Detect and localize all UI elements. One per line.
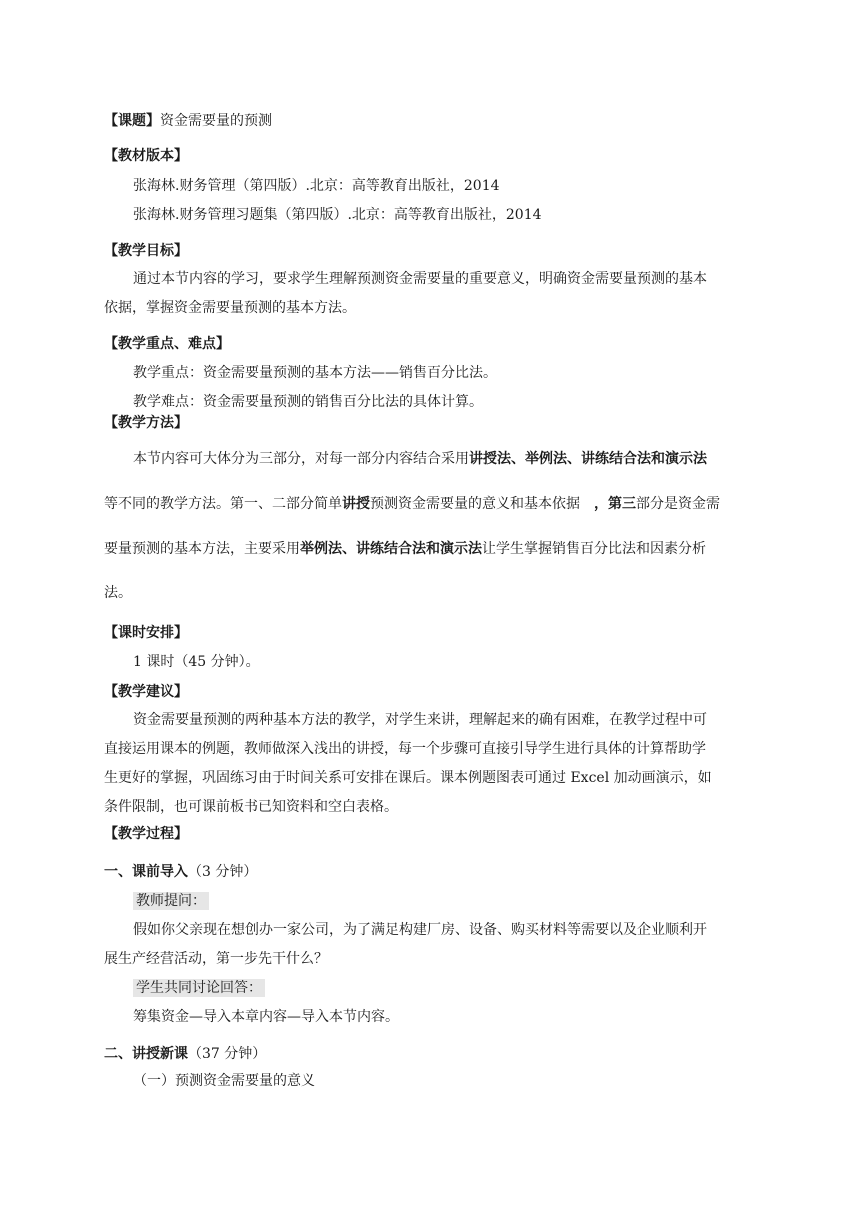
section-number: 一、 <box>104 864 132 880</box>
student-answer-label: 学生共同讨论回答： <box>133 979 265 997</box>
method-text: 让学生掌握销售百分比法和因素分析 <box>482 541 706 557</box>
method-line-1 <box>133 449 707 469</box>
question-line-1: 假如你父亲现在想创办一家公司，为了满足构建厂房、设备、购买材料等需要以及企业顺利开 <box>133 922 707 938</box>
goals-heading: 【教学目标】 <box>104 243 188 259</box>
subsection-1-title: （一）预测资金需要量的意义 <box>133 1073 315 1089</box>
teacher-question-label-line <box>133 891 209 911</box>
goals-line-1: 通过本节内容的学习，要求学生理解预测资金需要量的重要意义，明确资金需要量预测的基本 <box>133 271 707 287</box>
method-emphasis: 举例法、讲练结合法和演示法 <box>300 541 482 557</box>
textbook-heading: 【教材版本】 <box>104 148 188 164</box>
method-text: 本节内容可大体分为三部分，对每一部分内容结合采用 <box>133 451 469 467</box>
method-line-4: 法。 <box>104 585 132 601</box>
student-answer-label-line <box>133 978 265 998</box>
method-line-2 <box>104 494 720 514</box>
keypoints-line-1: 教学重点：资金需要量预测的基本方法——销售百分比法。 <box>133 365 497 381</box>
answer-text: 筹集资金—导入本章内容—导入本节内容。 <box>133 1009 399 1025</box>
method-line-3 <box>104 539 706 559</box>
advice-line-3: 生更好的掌握，巩固练习由于时间关系可安排在课后。课本例题图表可通过 Excel 加动画演示，如 <box>104 770 712 786</box>
schedule-text: 1 课时（45 分钟）。 <box>133 654 260 670</box>
section-title: 课前导入 <box>132 864 188 880</box>
section-number: 二、 <box>104 1046 132 1062</box>
teacher-question-label: 教师提问： <box>133 892 209 910</box>
method-emphasis: 讲授 <box>342 496 370 512</box>
section-title: 讲授新课 <box>132 1046 188 1062</box>
section-2-title <box>104 1044 266 1064</box>
advice-line-2: 直接运用课本的例题，教师做深入浅出的讲授，每一个步骤可直接引导学生进行具体的计算帮助学 <box>104 741 706 757</box>
topic-text: 资金需要量的预测 <box>160 113 272 129</box>
method-heading: 【教学方法】 <box>104 415 188 431</box>
textbook-line-1: 张海林.财务管理（第四版）.北京：高等教育出版社，2014 <box>133 178 500 194</box>
method-emphasis: ，第三 <box>594 496 636 512</box>
goals-line-2: 依据，掌握资金需要量预测的基本方法。 <box>104 300 356 316</box>
topic-label: 【课题】 <box>104 113 160 129</box>
method-text: 等不同的教学方法。第一、二部分简单 <box>104 496 342 512</box>
keypoints-heading: 【教学重点、难点】 <box>104 336 230 352</box>
section-time: （37 分钟） <box>188 1046 267 1062</box>
schedule-heading: 【课时安排】 <box>104 625 188 641</box>
question-line-2: 展生产经营活动，第一步先干什么？ <box>104 951 328 967</box>
method-text: 部分是资金需 <box>636 496 720 512</box>
method-text: 预测资金需要量的意义和基本依据 <box>370 496 580 512</box>
process-heading: 【教学过程】 <box>104 826 188 842</box>
keypoints-line-2: 教学难点：资金需要量预测的销售百分比法的具体计算。 <box>133 394 483 410</box>
advice-line-4: 条件限制，也可课前板书已知资料和空白表格。 <box>104 799 398 815</box>
advice-heading: 【教学建议】 <box>104 684 188 700</box>
method-text: 要量预测的基本方法，主要采用 <box>104 541 300 557</box>
topic-line <box>104 111 272 131</box>
textbook-line-2: 张海林.财务管理习题集（第四版）.北京：高等教育出版社，2014 <box>133 207 542 223</box>
advice-line-1: 资金需要量预测的两种基本方法的教学，对学生来讲，理解起来的确有困难，在教学过程中可 <box>133 712 707 728</box>
section-1-title <box>104 862 257 882</box>
section-time: （3 分钟） <box>188 864 258 880</box>
method-emphasis: 讲授法、举例法、讲练结合法和演示法 <box>469 451 707 467</box>
